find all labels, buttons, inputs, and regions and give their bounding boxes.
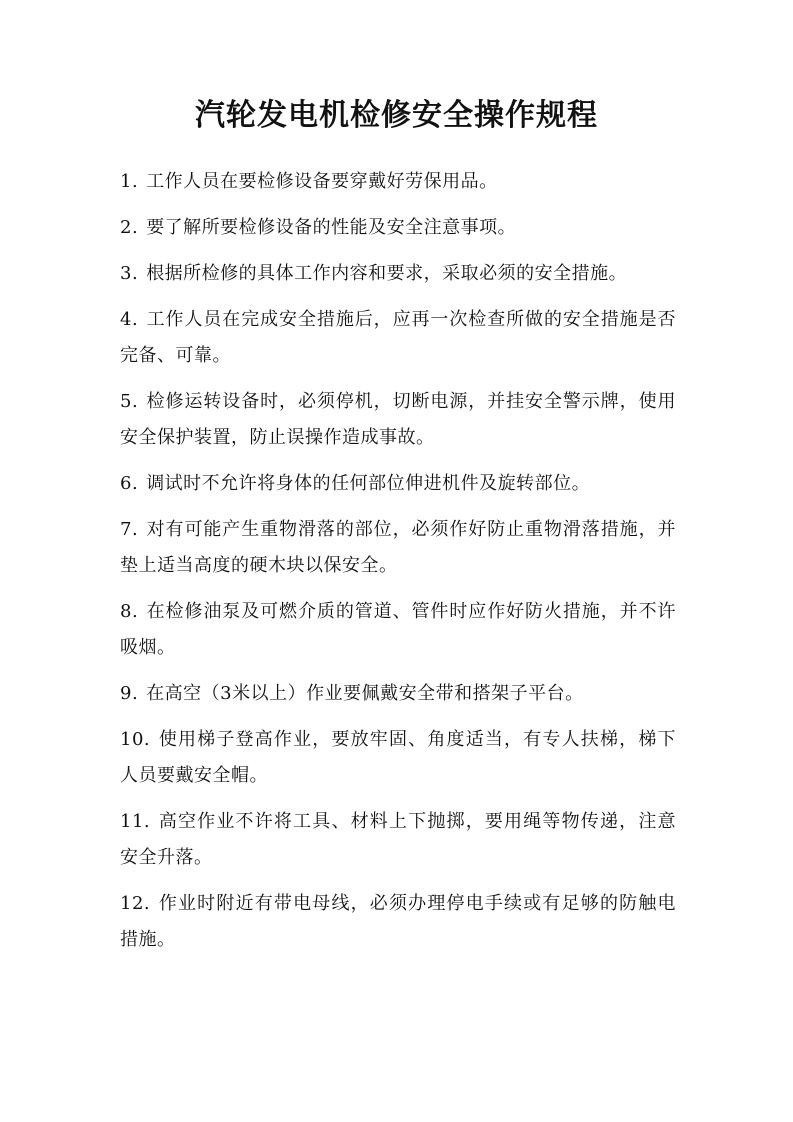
rule-item xyxy=(120,466,676,502)
rule-number: 9. xyxy=(120,683,139,704)
rule-number: 4. xyxy=(120,309,139,330)
rule-text: 在高空（3米以上）作业要佩戴安全带和搭架子平台。 xyxy=(146,683,584,704)
rule-text: 高空作业不许将工具、材料上下抛掷，要用绳等物传递，注意安全升落。 xyxy=(120,811,676,868)
rule-number: 11. xyxy=(120,811,151,832)
rule-text: 工作人员在完成安全措施后，应再一次检查所做的安全措施是否完备、可靠。 xyxy=(120,309,676,366)
rule-text: 要了解所要检修设备的性能及安全注意事项。 xyxy=(146,217,517,238)
rule-item xyxy=(120,164,676,200)
rule-item xyxy=(120,886,676,958)
rule-number: 12. xyxy=(120,893,151,914)
rule-item xyxy=(120,676,676,712)
rule-text: 根据所检修的具体工作内容和要求，采取必须的安全措施。 xyxy=(146,263,628,284)
rule-item xyxy=(120,302,676,374)
rule-text: 对有可能产生重物滑落的部位，必须作好防止重物滑落措施，并垫上适当高度的硬木块以保安全。 xyxy=(120,519,676,576)
rule-item xyxy=(120,722,676,794)
rule-number: 2. xyxy=(120,217,139,238)
rule-text: 检修运转设备时，必须停机，切断电源，并挂安全警示牌，使用安全保护装置，防止误操作造成事故。 xyxy=(120,391,676,448)
rule-item xyxy=(120,256,676,292)
rule-number: 8. xyxy=(120,601,139,622)
rule-number: 1. xyxy=(120,171,139,192)
rule-item xyxy=(120,210,676,246)
rule-item xyxy=(120,384,676,456)
rule-number: 5. xyxy=(120,391,139,412)
rule-item xyxy=(120,804,676,876)
rule-text: 工作人员在要检修设备要穿戴好劳保用品。 xyxy=(146,171,498,192)
rules-list xyxy=(120,164,676,968)
document-title: 汽轮发电机检修安全操作规程 xyxy=(195,98,598,133)
rule-text: 使用梯子登高作业，要放牢固、角度适当，有专人扶梯，梯下人员要戴安全帽。 xyxy=(120,729,676,786)
rule-number: 3. xyxy=(120,263,139,284)
rule-number: 7. xyxy=(120,519,139,540)
rule-number: 10. xyxy=(120,729,151,750)
rule-item xyxy=(120,512,676,584)
rule-text: 在检修油泵及可燃介质的管道、管件时应作好防火措施，并不许吸烟。 xyxy=(120,601,676,658)
rule-item xyxy=(120,594,676,666)
rule-text: 调试时不允许将身体的任何部位伸进机件及旋转部位。 xyxy=(146,473,591,494)
rule-number: 6. xyxy=(120,473,139,494)
rule-text: 作业时附近有带电母线，必须办理停电手续或有足够的防触电措施。 xyxy=(120,893,676,950)
